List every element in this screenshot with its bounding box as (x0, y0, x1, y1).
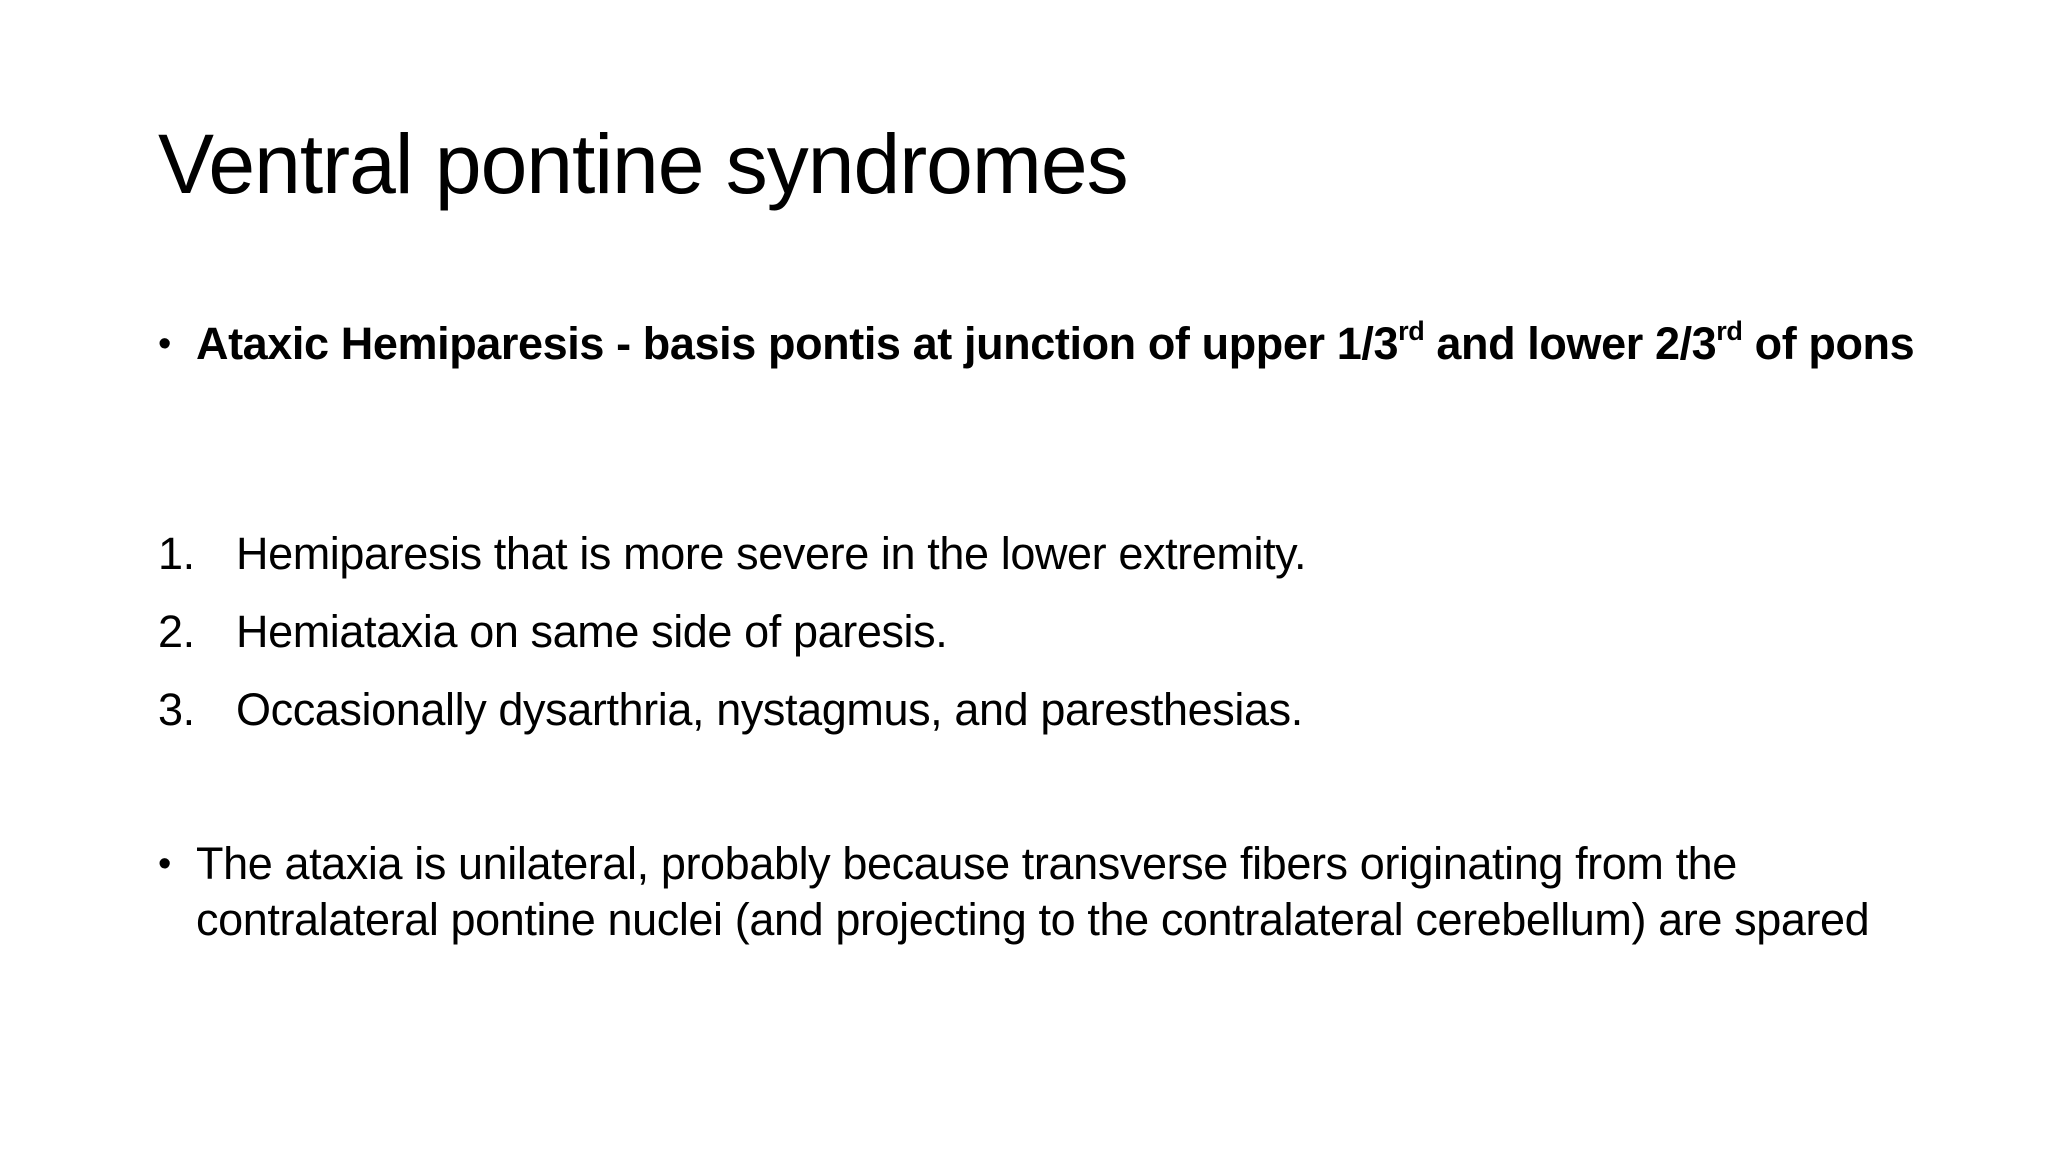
superscript-rd-1: rd (1398, 316, 1425, 347)
list-item-number: 3. (158, 684, 195, 735)
list-item (158, 682, 1918, 738)
bullet-marker: • (158, 843, 171, 885)
list-item-text: Hemiataxia on same side of paresis. (236, 606, 948, 657)
bullet-text-part2: and lower 2/3 (1424, 318, 1717, 369)
list-item-text: Occasionally dysarthria, nystagmus, and paresthesias. (236, 684, 1303, 735)
list-item-number: 2. (158, 606, 195, 657)
list-item (158, 604, 1918, 660)
bullet-text (196, 316, 1918, 372)
superscript-rd-2: rd (1716, 316, 1743, 347)
bullet-marker: • (158, 323, 171, 365)
bullet-ataxia-explanation (158, 836, 1918, 948)
list-item-text: Hemiparesis that is more severe in the lower extremity. (236, 528, 1307, 579)
bullet-text-part1: Ataxic Hemiparesis - basis pontis at junction of upper 1/3 (196, 318, 1399, 369)
bullet-text-part3: of pons (1742, 318, 1915, 369)
slide-title: Ventral pontine syndromes (158, 117, 1128, 211)
list-item (158, 526, 1918, 582)
bullet-ataxic-hemiparesis (158, 316, 1918, 372)
bullet-text: The ataxia is unilateral, probably because transverse fibers originating from the contralateral pontine nuclei (and projecting to the contralateral cerebellum) are spared (196, 838, 1870, 945)
list-item-number: 1. (158, 528, 195, 579)
